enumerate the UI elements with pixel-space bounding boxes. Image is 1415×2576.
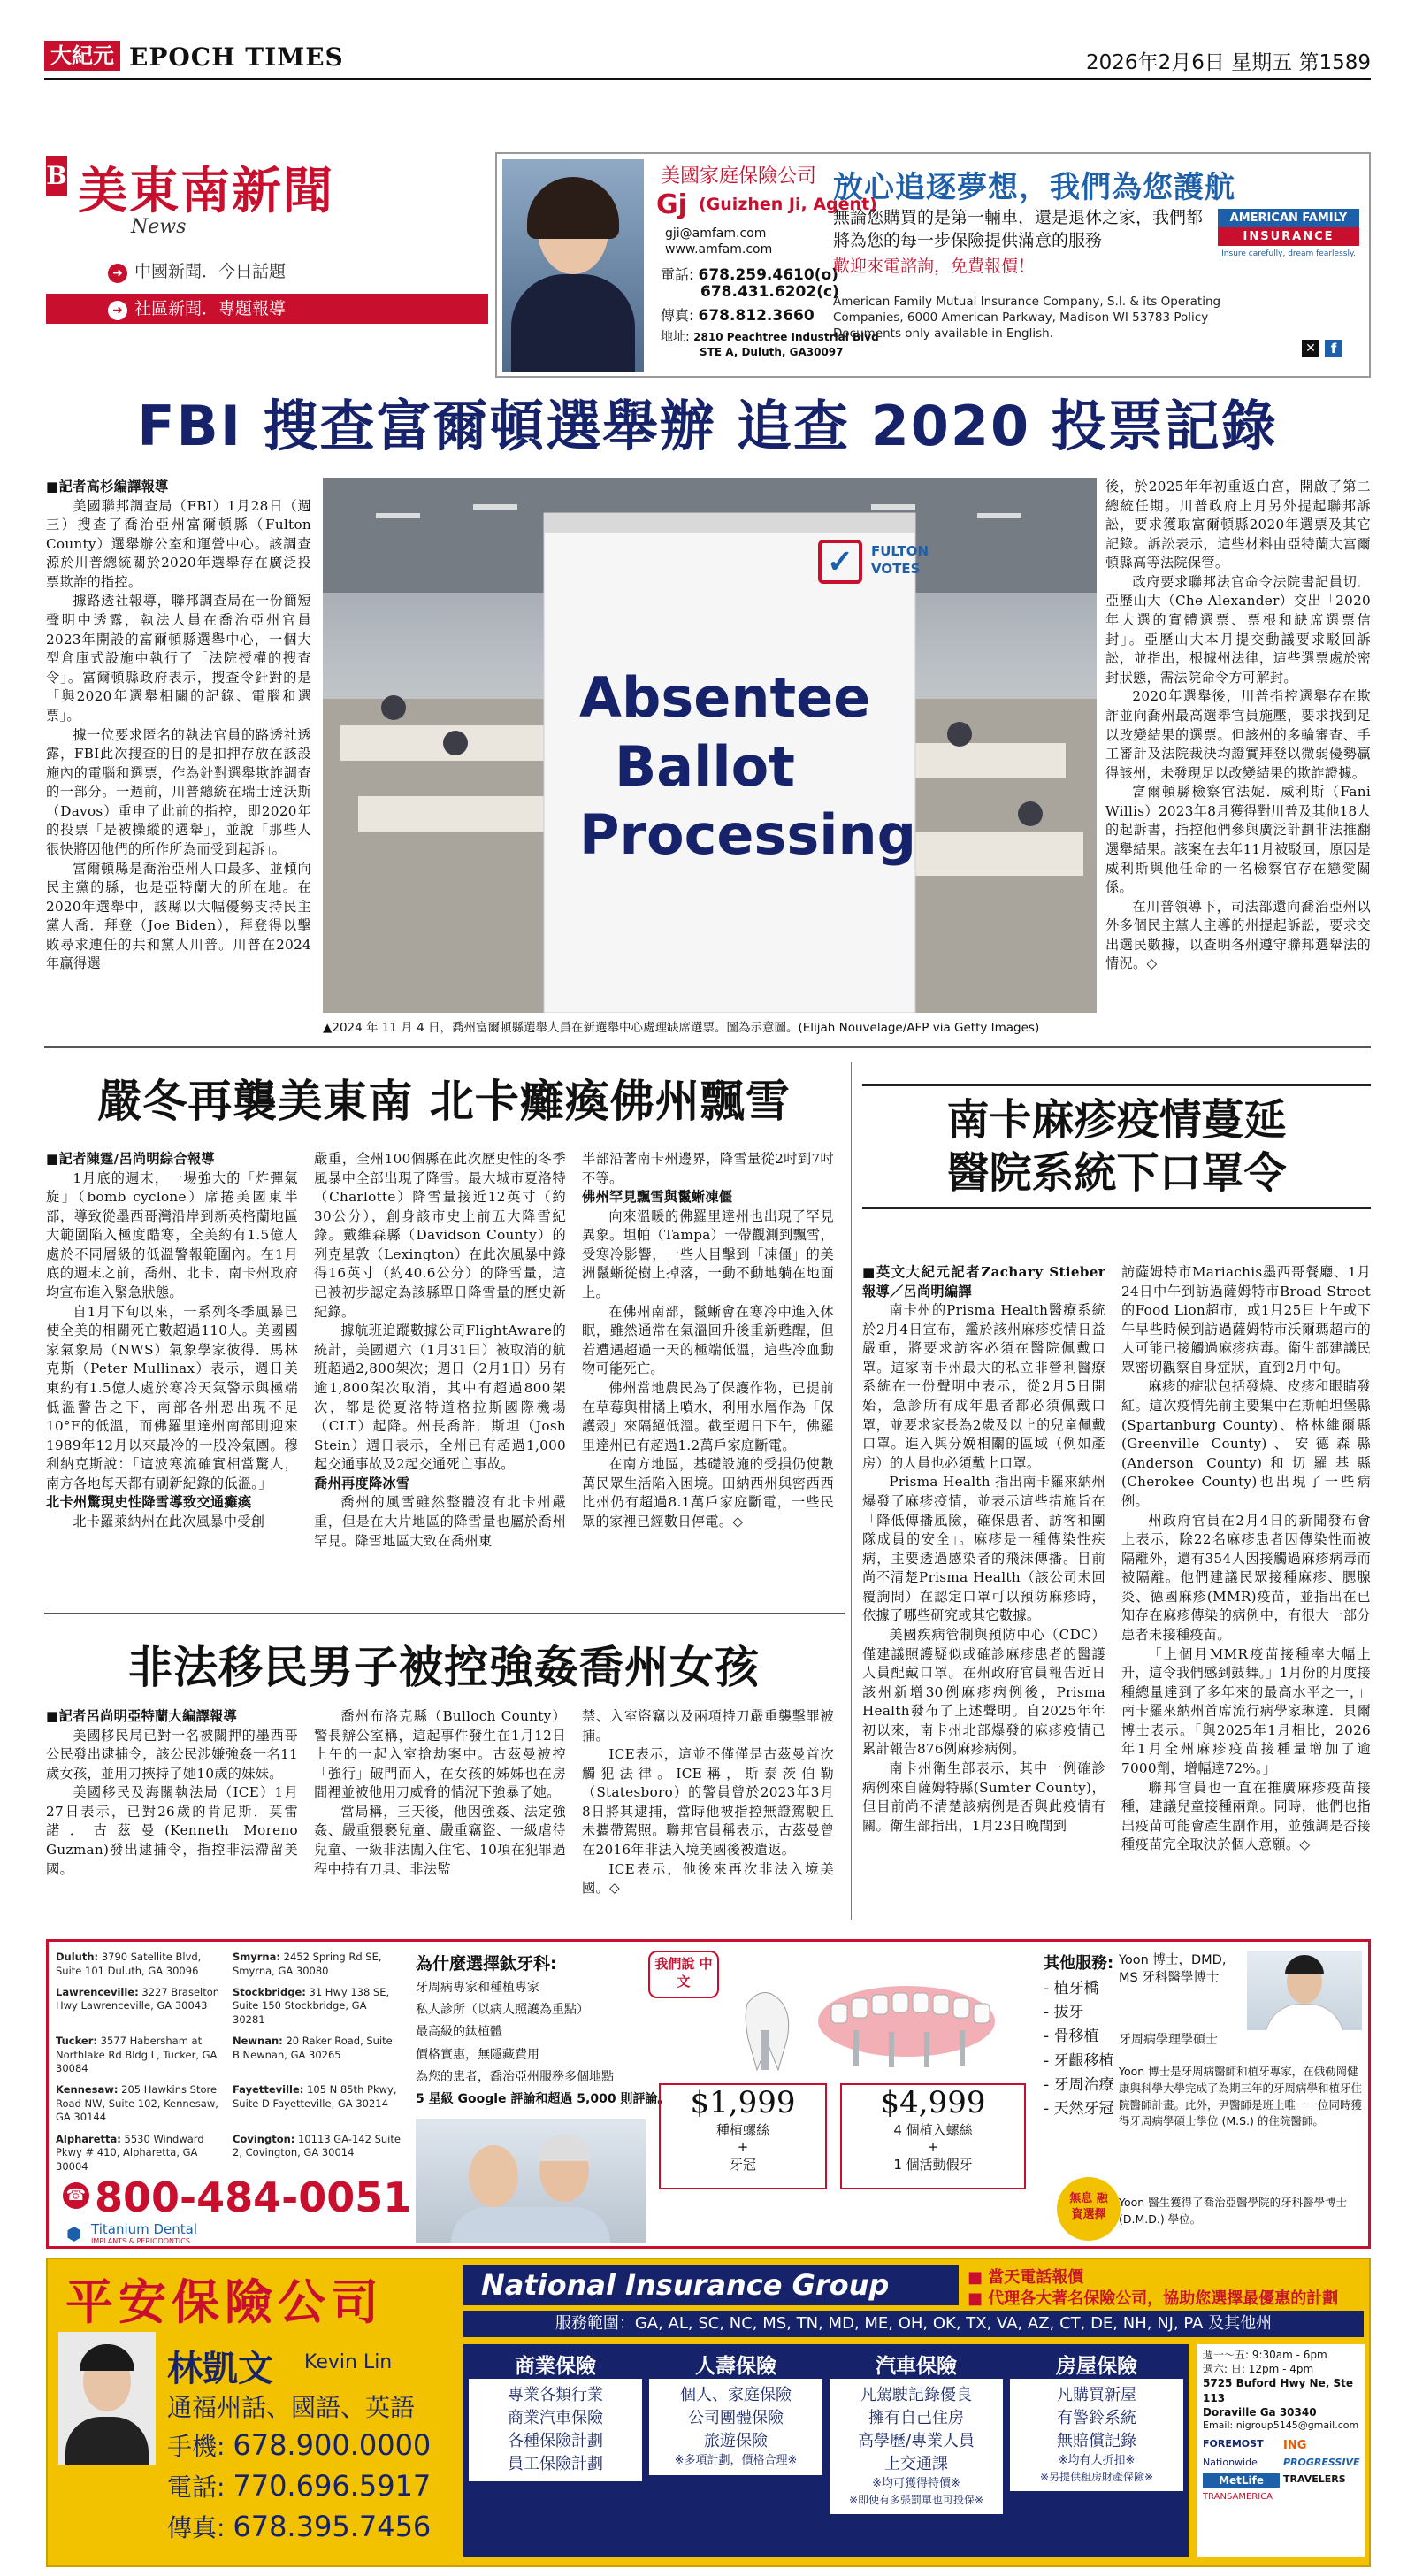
service-line: 凡購買新屋 [1057, 2386, 1136, 2404]
paragraph: 南卡州的Prisma Health醫療系統於2月4日宣布，鑑於該州麻疹疫情日益嚴重，將要求訪客必須在醫院佩戴口罩。這家南卡州最大的私立非營利醫療系統在一份聲明中表示，從2月5日開始，急診所有成年患者都必須佩戴口罩，並要求家長為2歲及以上的兒童佩戴口罩。進入與分娩相關的區域（例如產房）的人員也必須戴上口罩。 [862, 1302, 1105, 1471]
service-title: 汽車保險 [876, 2355, 957, 2378]
section-header [46, 152, 488, 373]
paragraph: 嚴重，全州100個縣在此次歷史性的冬季風暴中全部出現了降雪。最大城市夏洛特（Charlotte）降雪量接近12英寸（約30公分），創身該市史上前五大降雪紀錄。戴維森縣（Davidson County）的列克星敦（Lexington）在此次風暴中錄得16英寸（約40.6公分）的降雪量，這已被初步認定為該縣單日降雪量的歷史新紀錄。 [314, 1151, 566, 1320]
service-item: - 牙齦移植 [1044, 2051, 1114, 2070]
byline: ■記者高杉編譯報導 [46, 479, 169, 494]
service-item: - 牙周治療 [1044, 2075, 1114, 2094]
why-item: 為您的患者，喬治亞州服務多個地點 [416, 2069, 614, 2084]
photo-sign-main [579, 663, 916, 870]
paragraph: 2020年選舉後，川普指控選舉存在欺詐並向喬州最高選舉官員施壓，要求找到足以改變結果的選票。但該州的多輪審查、手工審計及法院裁決均證實拜登以微弱優勢贏得該州，未發現足以改變結果的欺詐證據。 [1105, 688, 1371, 781]
dental-why-list [416, 1977, 669, 2111]
paragraph: 麻疹的症狀包括發燒、皮疹和眼睛發紅。這次疫情先前主要集中在斯帕坦堡縣(Spartanburg County)、格林維爾縣(Greenville County)、安德森縣(Anderson County)和切羅基縣(Cherokee County)也出現了一些病例。 [1121, 1378, 1371, 1509]
chinese-speaking-badge: 我們說 中文 [648, 1951, 719, 1998]
service-line: 各種保險計劃 [508, 2432, 603, 2451]
location-address: 31 Hwy 138 SE, Suite 150 Stockbridge, GA 30281 [233, 1985, 390, 2026]
location-item [233, 2133, 401, 2176]
carrier-logo: TRAVELERS [1283, 2473, 1346, 2486]
location-item [233, 1951, 401, 1981]
paragraph: Prisma Health 指出南卡羅來納州爆發了麻疹疫情，並表示這些措施旨在「降低傳播風險，確保患者、訪客和團隊成員的安全」。麻疹是一種傳染性疾病，主要透過感染者的飛沫傳播。目前尚不清楚Prisma Health（該公司未回覆詢問）在認定口罩可以預防麻疹時，依據了哪些研究或其它數據。 [862, 1474, 1105, 1624]
agent-company: 美國家庭保險公司 [661, 165, 817, 188]
service-title: 商業保險 [515, 2355, 596, 2378]
agent-logo: Gj [656, 189, 687, 220]
section-link-label: 社區新聞．專題報導 [134, 299, 287, 318]
paragraph: 據航班追蹤數據公司FlightAware的統計，美國週六（1月31日）被取消的航班超過2,800架次；週日（2月1日）另有逾1,800架次取消，其中有超過800架次，都是從夏洛特道格拉斯國際機場（CLT）起降。州長喬許．斯坦（Josh Stein）週日表示，全州已有超過1,000起交通事故及2起交通死亡事故。 [314, 1322, 566, 1473]
service-box [649, 2379, 822, 2475]
fax-label: 傳真: [167, 2513, 226, 2542]
tooth-implant-icon [730, 1977, 1004, 2074]
service-line: ※均可獲得特價※ [872, 2477, 960, 2491]
dental-locations [56, 1951, 401, 2176]
dental-services-list [1044, 1977, 1114, 2121]
service-line: 旅遊保險 [704, 2432, 768, 2451]
insurance-phone-2[interactable] [167, 2468, 431, 2503]
service-line: 有警鈴系統 [1057, 2409, 1136, 2428]
fax-number: 678.395.7456 [233, 2510, 432, 2543]
carrier-logo: FOREMOST [1203, 2437, 1264, 2450]
paragraph: 富爾頓縣檢察官法妮．威利斯（Fani Willis）2023年8月獲得對川普及其他18人的起訴書，指控他們參與廣泛計劃非法推翻選舉結果。該案在去年11月被駁回，原因是威利斯與他任命的一名檢察官存在戀愛關係。 [1105, 784, 1371, 896]
service-line: 專業各類行業 [508, 2386, 603, 2404]
location-name: Covington: [233, 2132, 295, 2145]
location-item [56, 2083, 224, 2127]
location-item [233, 1986, 401, 2029]
brand-tag: Insure carefully, dream fearlessly. [1221, 249, 1356, 258]
address-line: 5725 Buford Hwy Ne, Ste 113 [1203, 2377, 1353, 2404]
ballot-box-check-icon: ✓ [818, 540, 862, 584]
dr-bio-2: Yoon 醫生獲得了喬治亞醫學院的牙科醫學博士 (D.M.D.) 學位。 [1119, 2196, 1348, 2226]
hours-line: 週一～五: 9:30am - 6pm [1203, 2349, 1327, 2361]
agent-phone-1[interactable]: 678.259.4610(o) [698, 266, 838, 284]
story2-col2 [314, 1150, 566, 1610]
financing-badge: 無息 融資選擇 [1057, 2177, 1121, 2241]
dental-ad [46, 1939, 1371, 2249]
main-headline: FBI 搜查富爾頓選舉辦 追查 2020 投票記錄 [137, 394, 1278, 458]
fax-label: 傳真: [661, 307, 694, 324]
section-subtitle: News [131, 216, 187, 238]
price: $4,999 [880, 2085, 986, 2120]
section-link-label: 中國新聞．今日話題 [134, 262, 287, 281]
logo-cn: 大紀元 [44, 41, 120, 71]
service-title: 房屋保險 [1056, 2355, 1137, 2378]
column-divider [851, 1062, 852, 1920]
sign-line: Absentee [579, 665, 871, 730]
paragraph: 在南方地區，基礎設施的受損仍使數萬民眾生活陷入困境。田納西州與密西西比州仍有超過8.1萬戶家庭斷電，一些民眾的家裡已經數日停電。◇ [582, 1456, 834, 1530]
paragraph: 自1月下旬以來，一系列冬季風暴已使全美的相關死亡數超過110人。美國國家氣象局（NWS）氣象學家彼得．馬林克斯（Peter Mullinax）表示，週日美東約有1.5億人處於寒冷天氣警示與極端低溫警告之下，南部各州恐出現不足10°F的低溫，而佛羅里達州南部則迎來1989年12月以來最冷的一股冷氣團。穆利納克斯說：「這波寒流確實相當驚人，南方各地每天都有刷新紀錄的低溫。」 [46, 1303, 298, 1491]
service-item: - 植牙橋 [1044, 1980, 1099, 1997]
paragraph: 南卡州衛生部表示，其中一例確診病例來自薩姆特縣(Sumter County)，但目前尚不清楚該病例是否與此疫情有關。衛生部指出，1月23日晚間到 [862, 1760, 1105, 1834]
insurance-phone-3 [167, 2509, 431, 2544]
main-photo [323, 478, 1097, 1013]
story4-col2 [314, 1707, 566, 1920]
agent-footer: American Family Mutual Insurance Company, S.I. & its Operating Companies, 6000 American Parkway, Madison WI 53783 Policy Documents only available in English. [833, 295, 1221, 341]
price-desc: + [927, 2139, 939, 2155]
paragraph: 後，於2025年年初重返白宮，開啟了第二總統任期。川普政府上月另外提起聯邦訴訟，要求獲取富爾頓縣2020年選票及其它記錄。訴訟表示，這些材料由亞特蘭大富爾頓縣高等法院保管。 [1105, 479, 1371, 571]
service-line: 個人、家庭保險 [680, 2386, 792, 2404]
service-item: - 拔牙 [1044, 2004, 1084, 2022]
email[interactable]: Email: nigroup5145@gmail.com [1203, 2419, 1359, 2431]
location-name: Duluth: [56, 1951, 99, 1963]
dental-services-title: 其他服務: [1044, 1954, 1114, 1973]
price: $1,999 [690, 2085, 796, 2120]
agent-cta: 歡迎來電諮詢，免費報價！ [833, 257, 1036, 276]
service-line: ※多項計劃，價格合理※ [674, 2454, 798, 2468]
service-box [469, 2379, 642, 2481]
carrier-logo: Nationwide [1203, 2457, 1258, 2469]
dr-sub: 牙周病學理學碩士 [1119, 2033, 1218, 2047]
price-desc: 1 個活動假牙 [893, 2157, 973, 2173]
subhead: 佛州罕見飄雪與鬣蜥凍僵 [582, 1189, 733, 1206]
why-item: 私人診所（以病人照護為重點） [416, 2003, 589, 2018]
story2-col1 [46, 1150, 298, 1610]
paragraph: 北卡羅萊納州在此次風暴中受創 [73, 1513, 265, 1530]
price-desc: 種植螺絲 [715, 2122, 769, 2138]
service-line: 上交通課 [884, 2455, 948, 2474]
service-line: 高學歷/專業人員 [857, 2432, 975, 2451]
service-item: - 骨移植 [1044, 2028, 1099, 2046]
paragraph: 在佛州南部，鬣蜥會在寒冷中進入休眠，雖然通常在氣溫回升後重新甦醒，但若遭遇超過一天的極端低溫，這些冷血動物可能死亡。 [582, 1303, 834, 1377]
service-line: ※均有大折扣※ [1058, 2454, 1136, 2468]
location-item [56, 1951, 224, 1981]
carrier-logo: TRANSAMERICA [1203, 2492, 1274, 2503]
dental-brand: Titanium Dental [91, 2221, 198, 2237]
price-box-1 [659, 2083, 827, 2189]
location-name: Newnan: [233, 2035, 283, 2048]
section-divider [44, 1046, 1371, 1048]
phone-number: 770.696.5917 [233, 2469, 432, 2503]
story3-col2 [1121, 1263, 1371, 1922]
section-divider [44, 1613, 845, 1614]
addr-line-1: 2810 Peachtree Industrial Blvd [693, 331, 879, 343]
paragraph: 美國疾病管制與預防中心（CDC）僅建議照護疑似或確診麻疹患者的醫護人員配戴口罩。在州政府官員報告近日該州新增30例麻疹病例後，Prisma Health發布了上述聲明。自2025年年初以來，南卡州北部爆發的麻疹疫情已累計報告876例麻疹病例。 [862, 1626, 1105, 1758]
service-column [1010, 2350, 1183, 2551]
section-letter: B [46, 156, 67, 196]
subhead: 北卡州驚現史性降雪導致交通癱瘓 [46, 1494, 252, 1511]
story2-col3 [582, 1150, 834, 1610]
phone-label: 電話: [167, 2472, 226, 2502]
insurance-tag-1: ■ 當天電話報價 [968, 2268, 1084, 2287]
insurance-agent-name: 林凱文 [167, 2348, 273, 2389]
service-column [649, 2350, 822, 2551]
phone-number: 678.900.0000 [233, 2428, 432, 2462]
location-item [56, 2133, 224, 2176]
dental-why-title: 為什麼選擇鈦牙科: [416, 1954, 557, 1974]
paragraph: 聯邦官員也一直在推廣麻疹疫苗接種，建議兒童接種兩劑。同時，他們也指出疫苗可能會產生副作用，並強調是否接種疫苗完全取決於個人意願。◇ [1121, 1779, 1371, 1853]
paragraph: 政府要求聯邦法官命令法院書記員切．亞歷山大（Che Alexander）交出「2020年大選的實體選票、票根和缺席選票信封」。亞歷山大本月提交動議要求駁回訴訟，並指出，根據州法律，這些選票處於密封狀態，需法院命令方可解封。 [1105, 573, 1371, 686]
location-name: Alpharetta: [56, 2132, 121, 2145]
service-column [469, 2350, 642, 2551]
location-name: Tucker: [56, 2035, 97, 2048]
why-item: 價格實惠，無隱藏費用 [416, 2047, 539, 2062]
why-item: 5 星級 Google 評論和超過 5,000 則評論。 [416, 2091, 670, 2106]
location-item [233, 2083, 401, 2127]
arrow-icon: ➜ [108, 301, 127, 320]
location-name: Fayetteville: [233, 2083, 304, 2097]
insurance-contact [1197, 2344, 1365, 2557]
story4-headline: 非法移民男子被控強姦喬州女孩 [128, 1642, 760, 1693]
insurance-agent-photo [58, 2332, 156, 2465]
service-line: 擁有自己住房 [868, 2409, 964, 2428]
carrier-logo: MetLife [1203, 2473, 1280, 2488]
location-name: Kennesaw: [56, 2083, 119, 2097]
insurance-range: 服務範圍：GA, AL, SC, NC, MS, TN, MD, ME, OH, OK, TX, VA, AZ, CT, DE, NH, NJ, PA 及其他州 [463, 2311, 1364, 2337]
masthead-rule [44, 78, 1371, 80]
location-item [233, 2035, 401, 2078]
amfam-logo [1218, 209, 1359, 276]
location-item [56, 1986, 224, 2029]
service-line: ※即使有多張罰單也可投保※ [848, 2494, 984, 2507]
service-title: 人壽保險 [695, 2355, 776, 2378]
location-address: 3577 Habersham at Northlake Rd Bldg L, Tucker, GA 30084 [56, 2035, 218, 2075]
paragraph: 在川普領導下，司法部還向喬治亞州以外多個民主黨人主導的州提起訴訟，要求交出選民數據，以查明各州遵守聯邦選舉法的情況。◇ [1105, 898, 1371, 972]
story4-col3 [582, 1707, 834, 1920]
location-address: 2452 Spring Rd SE, Smyrna, GA 30080 [233, 1951, 382, 1977]
paragraph: 1月底的週末，一場強大的「炸彈氣旋」（bomb cyclone）席捲美國東半部，導致從墨西哥灣沿岸到新英格蘭地區大範圍陷入極度酷寒，全美約有1.5億人處於不同層級的低溫警報範圍內。在1月底的週末之前，喬州、北卡、南卡州政府均宣布進入緊急狀態。 [46, 1169, 298, 1301]
main-story-col1 [46, 478, 311, 1044]
address-line: Doraville Ga 30340 [1203, 2405, 1317, 2419]
paragraph: 美國移民局已對一名被關押的墨西哥公民發出逮捕令，該公民涉嫌強姦一名11歲女孩，並用刀挾持了她10歲的妹妹。 [46, 1727, 298, 1782]
insurance-agent-en: Kevin Lin [304, 2351, 393, 2373]
agent-email[interactable]: gji@amfam.com [665, 226, 767, 241]
service-line: 員工保險計劃 [508, 2455, 603, 2474]
paragraph: 據路透社報導，聯邦調查局在一份簡短聲明中透露，執法人員在喬治亞州官員2023年開設的富爾頓縣選舉中心，一個大型倉庫式設施中執行了「法院授權的搜查令」。富爾頓縣政府表示，搜查令針對的是「與2020年選舉相關的記錄、電腦和選票」。 [46, 593, 311, 724]
service-line: 商業汽車保險 [508, 2409, 603, 2428]
agent-slogan: 放心追逐夢想，我們為您護航 [833, 170, 1235, 205]
paragraph: 喬州布洛克縣（Bulloch County）警長辦公室稱，這起事件發生在1月12日上午的一起入室搶劫案中。古茲曼被控「強行」破門而入，在女孩的姊姊也在房間裡並被他用刀威脅的情況下強暴了她。 [314, 1708, 566, 1801]
paragraph: 州政府官員在2月4日的新聞發布會上表示，除22名麻疹患者因傳染性而被隔離外，還有354人因接觸過麻疹病毒而被隔離。他們建議民眾接種麻疹、腮腺炎、德國麻疹(MMR)疫苗，並指出在已知存在麻疹傳染的病例中，有很大一部分患者未接種疫苗。 [1121, 1512, 1371, 1643]
paragraph: 當局稱，三天後，他因強姦、法定強姦、嚴重猥褻兒童、嚴重竊盜、一級虐待兒童、一級非法闖入住宅、10項在犯罪過程中持有刀具、非法監 [314, 1803, 566, 1877]
price-desc: 4 個植入螺絲 [893, 2122, 973, 2138]
american-family-ad [495, 152, 1371, 378]
x-social-icon[interactable]: ✕ [1302, 340, 1319, 357]
location-address: 20 Raker Road, Suite B Newnan, GA 30265 [233, 2035, 393, 2061]
logo-en: EPOCH TIMES [129, 42, 344, 72]
location-name: Lawrenceville: [56, 1985, 139, 1998]
photo-caption: ▲2024 年 11 月 4 日，喬州富爾頓縣選舉人員在新選舉中心處理缺席選票。圖為示意圖。(Elijah Nouvelage/AFP via Getty Images) [323, 1021, 1040, 1035]
location-name: Stockbridge: [233, 1985, 306, 1998]
photo-sign-fulton: FULTON [871, 543, 929, 559]
story2-headline: 嚴冬再襲美東南 北卡癱瘓佛州飄雪 [97, 1076, 791, 1127]
paragraph: 據一位要求匿名的執法官員的路透社透露，FBI此次搜查的目的是扣押存放在該設施內的電腦和選票，作為針對選舉欺詐調查的一部分。一週前，川普總統在瑞士達沃斯（Davos）重申了此前的指控，即2020年的投票「是被操縱的選舉」，並說「那些人很快將因他們的所作所為而受到起訴」。 [46, 726, 311, 857]
service-column [830, 2350, 1003, 2551]
brand-bottom: INSURANCE [1218, 227, 1359, 246]
section-link-1[interactable] [108, 258, 286, 283]
service-line: 無賠償記錄 [1057, 2432, 1136, 2451]
brand-top: AMERICAN FAMILY [1218, 209, 1359, 227]
photo-sign-votes: VOTES [871, 561, 921, 577]
masthead [44, 41, 1371, 74]
phone-icon: ☎ [63, 2182, 89, 2209]
insurance-en-banner: National Insurance Group [463, 2265, 959, 2305]
headline-line: 醫院系統下口罩令 [946, 1148, 1287, 1198]
paragraph: 美國移民及海關執法局（ICE）1月27日表示，已對26歲的肯尼斯．莫雷諾．古茲曼(Kenneth Moreno Guzman)發出逮捕令，指控非法滯留美國。 [46, 1784, 298, 1877]
price-desc: 牙冠 [729, 2157, 756, 2173]
location-address: 3790 Satellite Blvd, Suite 101 Duluth, GA 30096 [56, 1951, 202, 1977]
insurance-agent-langs: 通福州話、國語、英語 [167, 2393, 416, 2422]
location-address: 10113 GA-142 Suite 2, Covington, GA 30014 [233, 2132, 401, 2159]
smiling-couple-photo [416, 2119, 646, 2242]
paragraph: 佛州當地農民為了保護作物，已提前在草莓與柑橘上噴水，利用水層作為「保護殼」來隔絕低溫。截至週日下午，佛羅里達州已有超過1.2萬戶家庭斷電。 [582, 1379, 834, 1453]
paragraph: 美國聯邦調查局（FBI）1月28日（週三）搜查了喬治亞州富爾頓縣（Fulton County）選舉辦公室和運營中心。該調查源於川普總統關於2020年選舉存在廣泛投票欺詐的指控。 [46, 497, 311, 590]
insurance-phone-1[interactable] [167, 2427, 431, 2463]
agent-photo [502, 159, 644, 372]
byline: ■記者陳霆/呂尚明綜合報導 [46, 1151, 215, 1167]
service-line: 公司團體保險 [688, 2409, 784, 2428]
paragraph: 禁、入室盜竊以及兩項持刀嚴重襲擊罪被捕。 [582, 1708, 834, 1744]
implant-illustration [730, 1977, 1004, 2074]
why-item: 牙周病專家和種植專家 [416, 1981, 539, 1995]
addr-line-2: STE A, Duluth, GA30097 [700, 346, 844, 358]
insurance-tag-2: ■ 代理各大著名保險公司，協助您選擇最優惠的計劃 [968, 2289, 1339, 2308]
agent-phone-2[interactable]: 678.431.6202(c) [700, 283, 839, 301]
arrow-icon: ➜ [108, 264, 127, 283]
section-title: 美東南新聞 [78, 162, 334, 220]
why-item: 最高級的鈦植體 [416, 2025, 502, 2040]
service-line: ※另提供租房財產保險※ [1039, 2471, 1154, 2484]
paragraph: 半部沿著南卡州邊界，降雪量從2吋到7吋不等。 [582, 1151, 834, 1186]
sign-line: Ballot [615, 733, 795, 799]
dr-title: Yoon 博士，DMD, MS 牙科醫學博士 [1119, 1953, 1227, 1985]
facebook-icon[interactable]: f [1325, 340, 1342, 357]
paragraph: 向來溫暖的佛羅里達州也出現了罕見異象。坦帕（Tampa）一帶觀測到飄雪，受寒冷影響，一些人目擊到「凍僵」的美洲鬣蜥從樹上掉落，一動不動地躺在地面上。 [582, 1208, 834, 1301]
location-address: 5530 Windward Pkwy # 410, Alpharetta, GA 30004 [56, 2132, 204, 2173]
service-line: 凡駕駛記錄優良 [860, 2386, 972, 2404]
location-name: Smyrna: [233, 1951, 280, 1963]
agent-fax-block [661, 304, 815, 325]
price-desc: + [737, 2139, 749, 2155]
agent-web[interactable]: www.amfam.com [665, 242, 773, 257]
byline: ■英文大紀元記者Zachary Stieber報導／呂尚明編譯 [862, 1264, 1105, 1300]
hours-line: 週六: 日: 12pm - 4pm [1203, 2363, 1314, 2376]
insurance-services [463, 2344, 1189, 2557]
service-box [1010, 2379, 1183, 2491]
story3-col1 [862, 1263, 1105, 1922]
carrier-logo: PROGRESSIVE [1283, 2457, 1360, 2469]
agent-phone-block [661, 264, 838, 284]
phone-label: 手機: [167, 2432, 226, 2461]
dental-brand-sub: IMPLANTS & PERIODONTICS [91, 2237, 190, 2245]
phone-label: 電話: [661, 266, 694, 283]
section-link-2[interactable] [46, 294, 488, 324]
paragraph: 訪薩姆特市Mariachis墨西哥餐廳、1月24日中午到訪過薩姆特市Broad Street的Food Lion超市，或1月25日上午或下午早些時候到訪過薩姆特市沃爾瑪超市的人可能已接觸過麻疹病毒。衛生部建議民眾密切觀察自身症狀，直到2月中旬。 [1121, 1264, 1371, 1376]
price-box-2 [840, 2083, 1026, 2189]
carrier-logo: ING [1283, 2438, 1307, 2452]
paragraph: 「上個月MMR疫苗接種率大幅上升，這令我們感到鼓舞。」1月份的月度接種總量達到了多年來的最高水平之一，」南卡羅來納州首席流行病學家琳達．貝爾博士表示。「與2025年1月相比，2026年1月全州麻疹疫苗接種量增加了逾7000劑，增幅達72%。」 [1121, 1645, 1371, 1777]
agent-body: 無論您購買的是第一輛車，還是退休之家，我們都將為您的每一步保險提供滿意的服務 [833, 208, 1204, 250]
location-address: 105 N 85th Pkwy, Suite D Fayetteville, GA 30214 [233, 2083, 397, 2110]
subhead: 喬州再度降冰雪 [314, 1475, 410, 1491]
addr-label: 地址: [661, 330, 690, 344]
location-item [56, 2035, 224, 2078]
paragraph: 富爾頓縣是喬治亞州人口最多、並傾向民主黨的縣，也是亞特蘭大的所在地。在2020年選舉中，該縣以大幅優勢支持民主黨人喬．拜登（Joe Biden），拜登得以擊敗尋求連任的共和黨人川普。川普在2024年贏得選 [46, 860, 311, 972]
sign-line: Processing [579, 802, 916, 867]
byline: ■記者呂尚明亞特蘭大編譯報導 [46, 1708, 237, 1724]
headline-line: 南卡麻疹疫情蔓延 [946, 1095, 1287, 1145]
location-address: 205 Hawkins Store Road NW, Suite 102, Kennesaw, GA 30144 [56, 2083, 218, 2124]
tooth-logo-icon: ⬢ [66, 2223, 82, 2244]
dental-phone[interactable]: 800-484-0051 [95, 2174, 412, 2221]
dr-bio-1: Yoon 博士是牙周病醫師和植牙專家，在俄勒岡健康與科學大學完成了為期三年的牙周病學和植牙住院醫師計畫。此外，尹醫師是班上唯一一位同時獲得牙周病學碩士學位 (M.S.) 的住院醫師。 [1119, 2065, 1363, 2128]
agent-name: (Guizhen Ji, Agent) [699, 195, 877, 214]
story3-headline [862, 1084, 1371, 1209]
paragraph: ICE表示，這並不僅僅是古茲曼首次觸犯法律。ICE稱，斯泰茨伯勒（Statesboro）的警員曾於2023年3月8日將其逮捕，當時他被指控無證駕駛且未攜帶駕照。聯邦官員稱表示，古茲曼曾在2016年非法入境美國後被遣返。 [582, 1746, 834, 1859]
service-item: - 天然牙冠 [1044, 2099, 1114, 2118]
insurance-ad [46, 2258, 1371, 2567]
service-box [830, 2379, 1003, 2514]
insurance-cn-name: 平安保險公司 [65, 2273, 384, 2330]
story4-col1 [46, 1707, 298, 1920]
carrier-logos [1203, 2438, 1360, 2503]
paragraph: ICE表示，他後來再次非法入境美國。◇ [582, 1860, 834, 1897]
agent-fax: 678.812.3660 [698, 307, 815, 325]
paragraph: 喬州的風雪雖然整體沒有北卡州嚴重，但是在大片地區的降雪量也屬於喬州罕見。降雪地區大致在喬州東 [314, 1494, 566, 1549]
issue-date: 2026年2月6日 星期五 第1589 [1086, 51, 1371, 74]
location-address: 3227 Braselton Hwy Lawrenceville, GA 30043 [56, 1985, 220, 2012]
dr-photo [1247, 1951, 1362, 2030]
main-story-col2 [1105, 478, 1371, 1044]
